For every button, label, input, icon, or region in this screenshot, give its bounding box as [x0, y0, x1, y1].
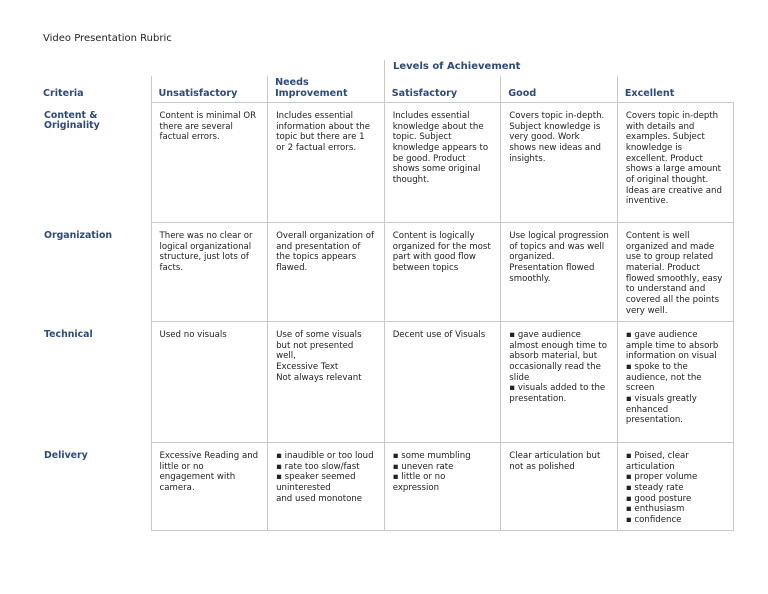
table-row: [36, 223, 734, 322]
table-cell: [617, 322, 734, 443]
criterion-content-originality: Content & Originality: [36, 103, 151, 223]
column-header-criteria: Criteria: [43, 88, 84, 100]
table-cell: [268, 322, 385, 443]
cell-text: Use of some visuals but not presented well, Excessive Text Not always relevant: [276, 330, 362, 383]
cell-text: ▪ inaudible or too loud ▪ rate too slow/fast ▪ speaker seemed uninterested and used monotone: [276, 451, 374, 504]
table-row: [36, 322, 734, 443]
cell-text: ▪ some mumbling ▪ uneven rate ▪ little or no expression: [392, 451, 471, 494]
table-cell: [384, 443, 501, 531]
table-cell: [268, 443, 385, 531]
table-cell: [151, 103, 268, 223]
table-cell: [151, 223, 268, 322]
table-cell: [617, 103, 734, 223]
cell-text: Overall organization of and presentation of the topics appears flawed.: [276, 231, 374, 274]
column-header-excellent: Excellent: [617, 76, 734, 103]
levels-of-achievement-header: Levels of Achievement: [393, 61, 521, 72]
column-header-needs-improvement: Needs Improvement: [268, 76, 385, 103]
cell-text: Decent use of Visuals: [392, 330, 486, 341]
table-cell: [501, 103, 618, 223]
cell-text: Excessive Reading and little or no engagement with camera.: [159, 451, 259, 494]
table-cell: [268, 103, 385, 223]
table-cell: [384, 223, 501, 322]
header-row: [36, 76, 734, 103]
rubric-table: [36, 76, 734, 531]
table-cell: [501, 443, 618, 531]
cell-text: Covers topic in-depth. Subject knowledge is very good. Work shows new ideas and insights.: [509, 111, 605, 164]
table-cell: [384, 322, 501, 443]
column-header-good: Good: [501, 76, 618, 103]
table-cell: [151, 443, 268, 531]
cell-text: Used no visuals: [159, 330, 227, 341]
table-cell: [617, 443, 734, 531]
cell-text: Covers topic in-depth with details and examples. Subject knowledge is excellent. Product shows a large amount of original thought. Ideas are creative and inventive.: [625, 111, 722, 207]
cell-text: Content is well organized and made use to group related material. Product flowed smoothly, easy to understand and covered all the points very well.: [625, 231, 723, 316]
cell-text: Content is logically organized for the most part with good flow between topics: [392, 231, 491, 274]
criterion-technical: Technical: [36, 322, 151, 443]
table-row: [36, 103, 734, 223]
cell-text: ▪ gave audience almost enough time to absorb material, but occasionally read the slide ▪ visuals added to the presentation.: [509, 330, 607, 405]
table-cell: [268, 223, 385, 322]
criterion-delivery: Delivery: [36, 443, 151, 531]
table-cell: [617, 223, 734, 322]
document-title: Video Presentation Rubric: [43, 33, 172, 44]
cell-text: ▪ Poised, clear articulation ▪ proper volume ▪ steady rate ▪ good posture ▪ enthusiasm ▪ confidence: [625, 451, 698, 526]
table-cell: [501, 223, 618, 322]
cell-text: Use logical progression of topics and was well organized. Presentation flowed smoothly.: [509, 231, 609, 284]
cell-text: Clear articulation but not as polished: [509, 451, 601, 472]
table-row: [36, 443, 734, 531]
table-cell: [501, 322, 618, 443]
column-header-unsatisfactory: Unsatisfactory: [151, 76, 268, 103]
cell-text: There was no clear or logical organizational structure, just lots of facts.: [159, 231, 253, 274]
table-cell: [384, 103, 501, 223]
cell-text: Includes essential knowledge about the topic. Subject knowledge appears to be good. Product shows some original thought.: [392, 111, 489, 186]
cell-text: Content is minimal OR there are several factual errors.: [159, 111, 257, 143]
criterion-organization: Organization: [36, 223, 151, 322]
cell-text: ▪ gave audience ample time to absorb information on visual ▪ spoke to the audience, not the screen ▪ visuals greatly enhanced presentation.: [625, 330, 719, 426]
levels-divider: [384, 60, 385, 76]
cell-text: Includes essential information about the topic but there are 1 or 2 factual errors.: [276, 111, 371, 154]
column-header-satisfactory: Satisfactory: [384, 76, 501, 103]
table-cell: [151, 322, 268, 443]
